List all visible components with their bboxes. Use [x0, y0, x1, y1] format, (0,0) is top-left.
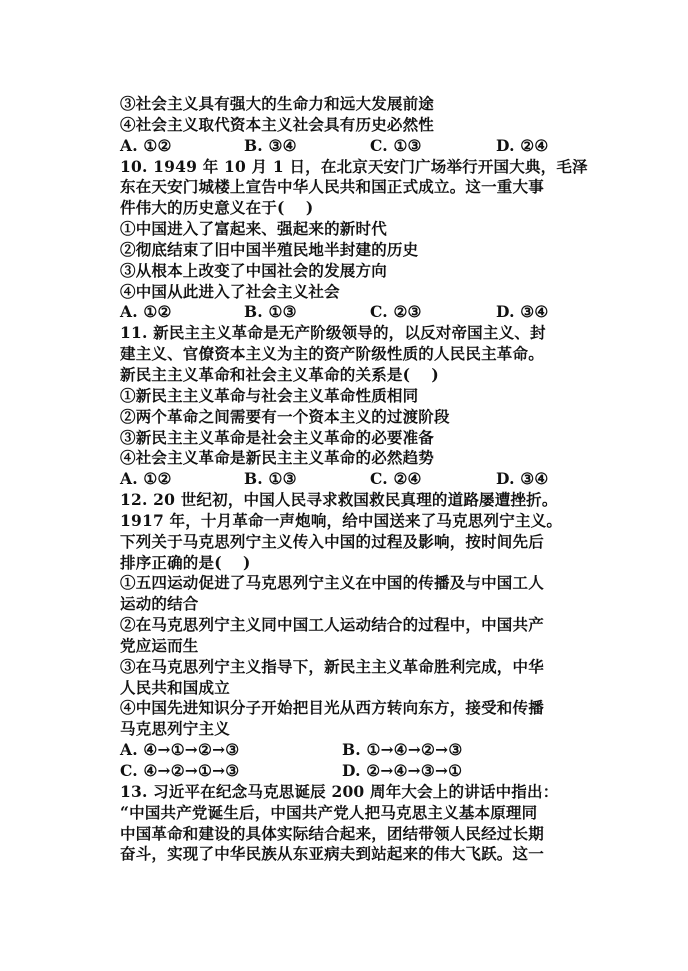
q10-option-b: B. ①③ — [244, 302, 297, 322]
q10-option-c: C. ②③ — [370, 302, 422, 322]
q13-stem-line-4: 奋斗，实现了中华民族从东亚病夫到站起来的伟大飞跃。这一 — [120, 844, 544, 864]
q12-stem-line-3: 下列关于马克思列宁主义传入中国的过程及影响，按时间先后 — [120, 531, 544, 551]
q12-statement-1-line-1: ①五四运动促进了马克思列宁主义在中国的传播及与中国工人 — [120, 573, 544, 593]
q10-stem-line-3: 件伟大的历史意义在于( ) — [120, 198, 314, 218]
q11-statement-1: ①新民主主义革命与社会主义革命性质相同 — [120, 385, 419, 405]
q9-statement-4: ④社会主义取代资本主义社会具有历史必然性 — [120, 114, 435, 134]
q12-option-d: D. ②→④→③→① — [342, 761, 463, 780]
q12-stem-line-2: 1917 年，十月革命一声炮响，给中国送来了马克思列宁主义。 — [120, 510, 563, 530]
q13-stem-line-2: “中国共产党诞生后，中国共产党人把马克思主义基本原理同 — [120, 802, 538, 822]
q10-statement-1: ①中国进入了富起来、强起来的新时代 — [120, 219, 387, 239]
questions-content — [120, 94, 588, 865]
q12-statement-2-line-2: 党应运而生 — [120, 635, 199, 655]
q10-option-d: D. ③④ — [496, 302, 549, 322]
q12-options-row-1 — [120, 740, 570, 761]
q11-stem-line-1: 11. 新民主主义革命是无产阶级领导的，以反对帝国主义、封 — [120, 323, 546, 343]
q11-option-c: C. ②④ — [370, 469, 422, 489]
q12-option-b: B. ①→④→②→③ — [342, 740, 463, 760]
q12-statement-4-line-2: 马克思列宁主义 — [120, 719, 230, 739]
q12-options-row-2 — [120, 761, 570, 782]
q9-option-c: C. ①③ — [370, 135, 422, 155]
q9-statement-3: ③社会主义具有强大的生命力和远大发展前途 — [120, 94, 435, 113]
q11-option-d: D. ③④ — [496, 469, 549, 489]
q11-option-b: B. ①③ — [244, 469, 297, 489]
q12-statement-1-line-2: 运动的结合 — [120, 594, 199, 614]
q12-statement-3-line-1: ③在马克思列宁主义指导下，新民主主义革命胜利完成，中华 — [120, 656, 544, 676]
q9-option-d: D. ②④ — [496, 135, 549, 155]
q10-stem-line-2: 东在天安门城楼上宣告中华人民共和国正式成立。这一重大事 — [120, 177, 544, 197]
q13-stem-line-1: 13. 习近平在纪念马克思诞辰 200 周年大会上的讲话中指出： — [120, 781, 559, 801]
q11-options — [120, 469, 570, 490]
q10-statement-3: ③从根本上改变了中国社会的发展方向 — [120, 260, 387, 280]
q10-option-a: A. ①② — [120, 302, 172, 322]
q11-statement-2: ②两个革命之间需要有一个资本主义的过渡阶段 — [120, 406, 450, 426]
q12-statement-4-line-1: ④中国先进知识分子开始把目光从西方转向东方，接受和传播 — [120, 698, 544, 718]
q10-statement-4: ④中国从此进入了社会主义社会 — [120, 281, 340, 301]
q9-option-b: B. ③④ — [244, 135, 297, 155]
q10-stem-line-1: 10. 1949 年 10 月 1 日，在北京天安门广场举行开国大典，毛泽 — [120, 156, 588, 176]
q11-statement-4: ④社会主义革命是新民主主义革命的必然趋势 — [120, 448, 435, 468]
q11-option-a: A. ①② — [120, 469, 172, 489]
q11-stem-line-2: 建主义、官僚资本主义为主的资产阶级性质的人民民主革命。 — [120, 344, 544, 364]
q9-options — [120, 136, 570, 157]
q12-option-c: C. ④→②→①→③ — [120, 761, 240, 780]
q11-stem-line-3: 新民主主义革命和社会主义革命的关系是( ) — [120, 364, 439, 384]
q9-option-a: A. ①② — [120, 135, 172, 155]
q13-stem-line-3: 中国革命和建设的具体实际结合起来，团结带领人民经过长期 — [120, 823, 544, 843]
q12-stem-line-1: 12. 20 世纪初，中国人民寻求救国救民真理的道路屡遭挫折。 — [120, 490, 558, 510]
q12-option-a: A. ④→①→②→③ — [120, 740, 240, 760]
q10-statement-2: ②彻底结束了旧中国半殖民地半封建的历史 — [120, 239, 419, 259]
q11-statement-3: ③新民主主义革命是社会主义革命的必要准备 — [120, 427, 435, 447]
q10-options — [120, 302, 570, 323]
q12-statement-3-line-2: 人民共和国成立 — [120, 677, 230, 697]
q12-statement-2-line-1: ②在马克思列宁主义同中国工人运动结合的过程中，中国共产 — [120, 615, 544, 635]
q12-stem-line-4: 排序正确的是( ) — [120, 552, 251, 572]
